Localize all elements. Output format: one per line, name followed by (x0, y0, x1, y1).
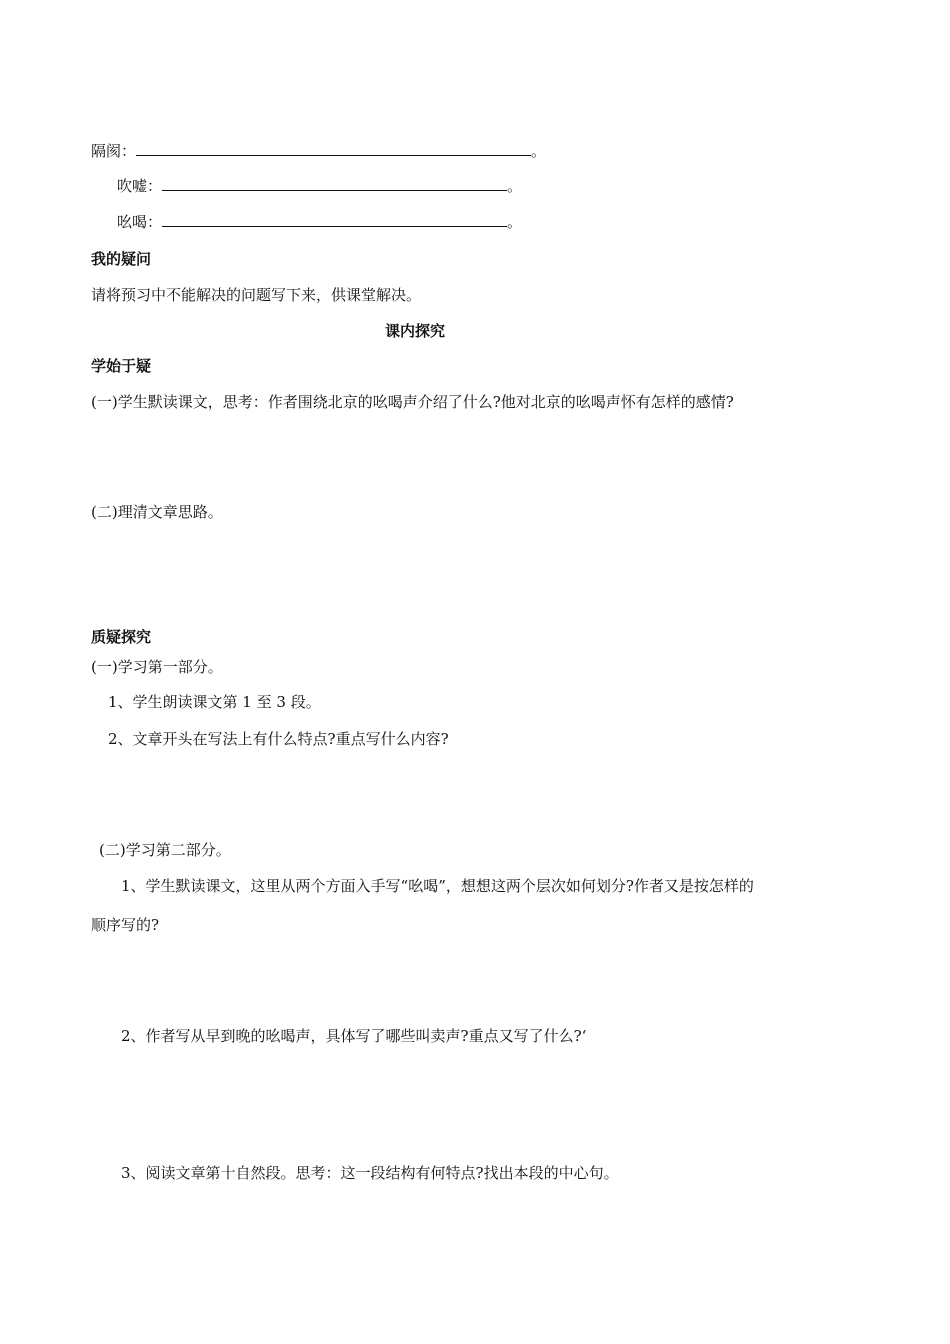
vocab-word: 吹嘘： (117, 177, 163, 195)
learn-question-2: (二)理清文章思路。 (91, 503, 223, 521)
vocab-end: 。 (531, 142, 547, 160)
inquiry-part-1: (一)学习第一部分。 (91, 658, 223, 676)
vocab-word: 吆喝： (117, 213, 163, 231)
inquiry-heading: 质疑探究 (91, 628, 152, 646)
learn-question-1: (一)学生默读课文，思考：作者围绕北京的吆喝声介绍了什么?他对北京的吆喝声怀有怎样的感情? (91, 393, 734, 411)
inquiry-part-2-item-2: 2、作者写从早到晚的吆喝声，具体写了哪些叫卖声?重点又写了什么?‘ (121, 1027, 587, 1045)
vocab-end: 。 (507, 213, 523, 231)
answer-blank[interactable] (162, 212, 507, 227)
vocab-word: 隔阂： (91, 142, 137, 160)
section-title: 课内探究 (385, 322, 446, 340)
inquiry-part-2: (二)学习第二部分。 (99, 841, 231, 859)
inquiry-part-2-item-1: 1、学生默读课文，这里从两个方面入手写“吆喝”，想想这两个层次如何划分?作者又是按怎样的 (121, 877, 754, 895)
inquiry-part-2-item-1-cont: 顺序写的? (91, 916, 160, 934)
answer-blank[interactable] (162, 176, 507, 191)
vocab-end: 。 (507, 177, 523, 195)
vocab-item-yaohe (117, 212, 522, 232)
inquiry-part-1-item-2: 2、文章开头在写法上有什么特点?重点写什么内容? (108, 730, 449, 748)
inquiry-part-2-item-3: 3、阅读文章第十自然段。思考：这一段结构有何特点?找出本段的中心句。 (121, 1164, 619, 1182)
inquiry-part-1-item-1: 1、学生朗读课文第 1 至 3 段。 (108, 693, 321, 711)
vocab-item-gehe (91, 141, 546, 161)
learn-heading: 学始于疑 (91, 357, 152, 375)
answer-blank[interactable] (136, 141, 531, 156)
my-questions-text: 请将预习中不能解决的问题写下来，供课堂解决。 (91, 286, 422, 304)
vocab-item-chuixu (117, 176, 522, 196)
my-questions-heading: 我的疑问 (91, 250, 152, 268)
